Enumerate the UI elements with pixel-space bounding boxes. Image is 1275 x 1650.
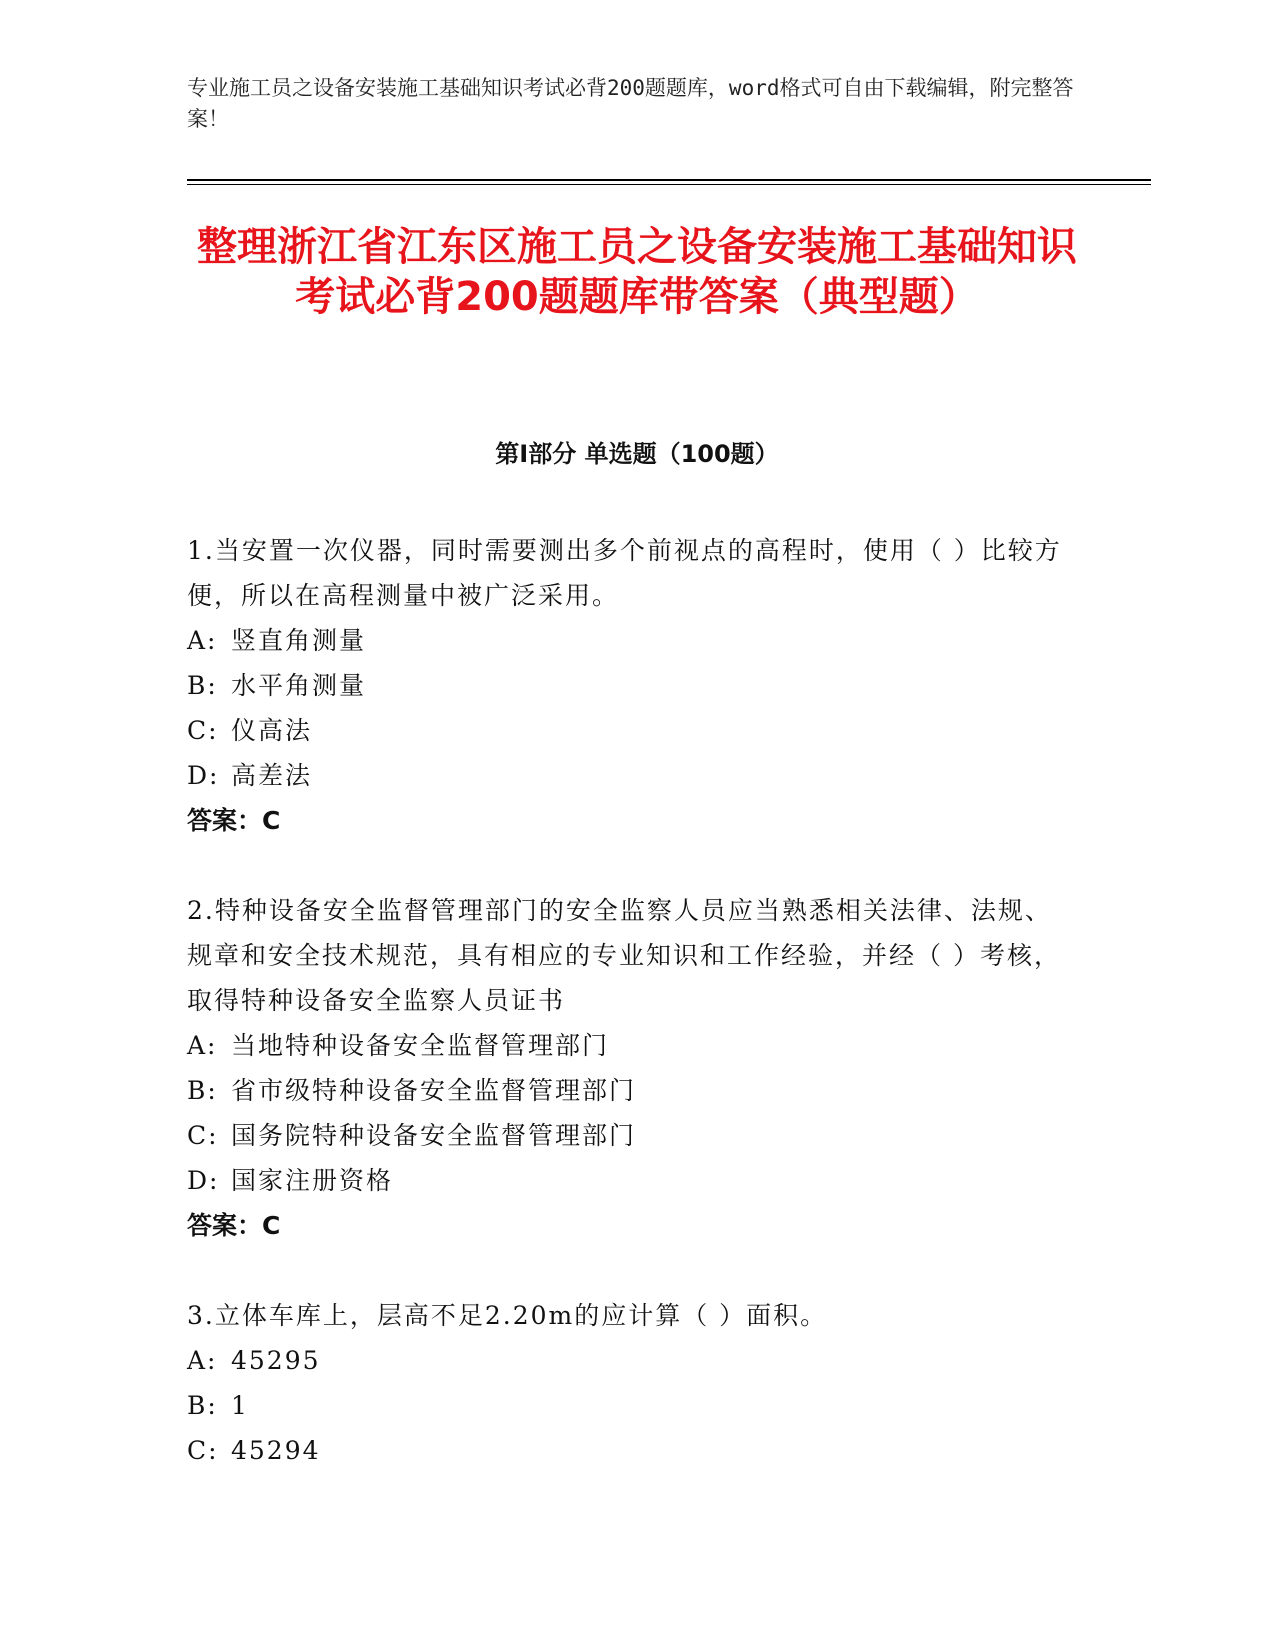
section-title: 第I部分 单选题（100题） [495,440,779,468]
option-d [187,1158,1067,1203]
option-key: C: [187,716,219,745]
option-d [187,753,1067,798]
option-text: 当地特种设备安全监督管理部门 [231,1031,610,1060]
option-key: D: [187,1166,220,1195]
option-c [187,1428,1067,1473]
option-text: 45295 [231,1346,321,1375]
question-text: 2.特种设备安全监督管理部门的安全监察人员应当熟悉相关法律、法规、规章和安全技术规范，具有相应的专业知识和工作经验，并经（ ）考核，取得特种设备安全监察人员证书 [187,896,1061,1015]
question-text: 1.当安置一次仪器，同时需要测出多个前视点的高程时，使用（ ）比较方便，所以在高程测量中被广泛采用。 [187,536,1062,610]
option-a [187,1023,1067,1068]
question-list [187,528,1067,1518]
option-b [187,1383,1067,1428]
option-text: 竖直角测量 [231,626,367,655]
option-key: D: [187,761,220,790]
question-2 [187,888,1067,1248]
option-text: 国家注册资格 [231,1166,394,1195]
option-key: C: [187,1436,219,1465]
option-text: 高差法 [231,761,313,790]
option-text: 45294 [231,1436,321,1465]
option-a [187,618,1067,663]
option-text: 国务院特种设备安全监督管理部门 [231,1121,637,1150]
answer: 答案：C [187,806,281,835]
option-b [187,1068,1067,1113]
option-c [187,1113,1067,1158]
question-1 [187,528,1067,843]
document-title: 整理浙江省江东区施工员之设备安装施工基础知识考试必背200题题库带答案（典型题） [197,224,1077,320]
option-text: 省市级特种设备安全监督管理部门 [231,1076,637,1105]
option-a [187,1338,1067,1383]
option-text: 1 [231,1391,249,1420]
option-text: 水平角测量 [231,671,367,700]
option-key: B: [187,1076,218,1105]
header-divider-thin [187,184,1151,185]
question-3 [187,1293,1067,1473]
option-key: B: [187,1391,218,1420]
option-c [187,708,1067,753]
option-key: A: [187,1346,218,1375]
option-key: C: [187,1121,219,1150]
option-key: A: [187,626,218,655]
option-text: 仪高法 [231,716,313,745]
header-note: 专业施工员之设备安装施工基础知识考试必背200题题库，word格式可自由下载编辑，附完整答案！ [187,76,1074,131]
header-divider-thick [187,179,1151,181]
question-text: 3.立体车库上，层高不足2.20m的应计算（ ）面积。 [187,1301,828,1330]
option-key: A: [187,1031,218,1060]
option-key: B: [187,671,218,700]
answer: 答案：C [187,1211,281,1240]
option-b [187,663,1067,708]
